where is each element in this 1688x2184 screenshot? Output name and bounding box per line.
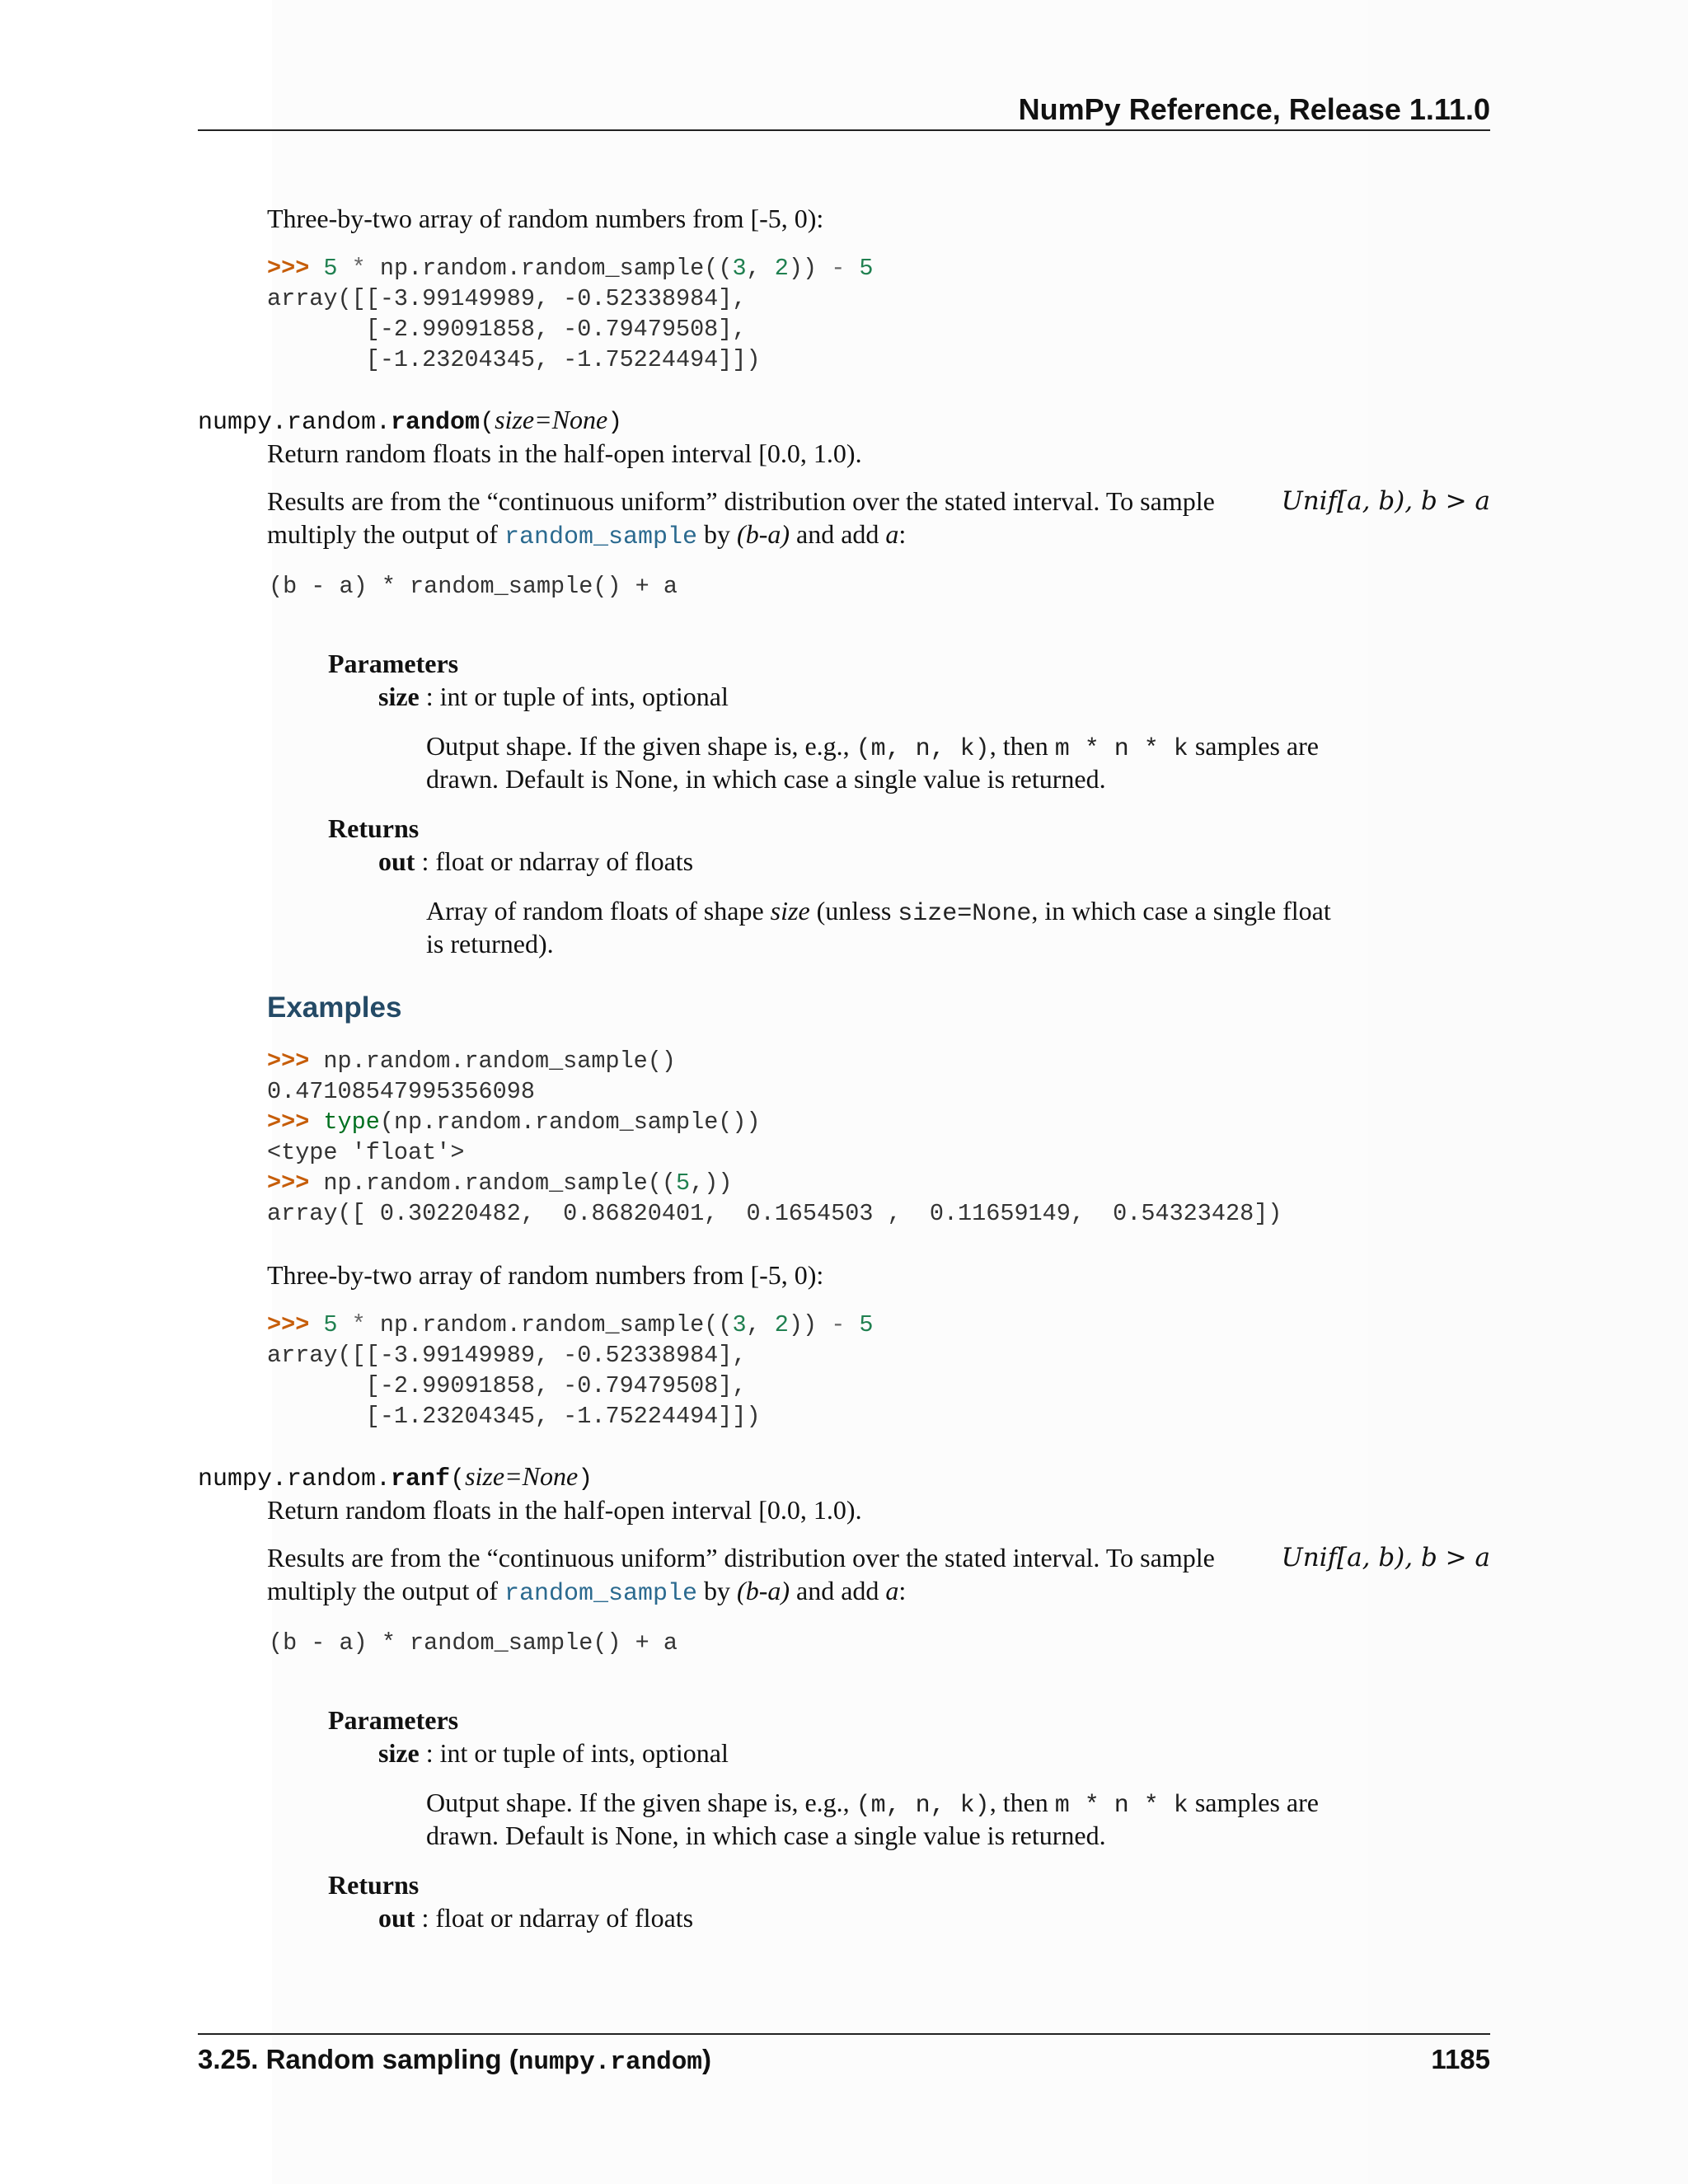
- random-parameters-heading: Parameters: [328, 649, 459, 678]
- ranf-formula: (b - a) * random_sample() + a: [269, 1629, 678, 1657]
- ranf-math-uniform: Unif[a, b), b > a: [1281, 1543, 1490, 1572]
- random-param-desc-line1: Output shape. If the given shape is, e.g., (m, n, k), then m * n * k samples are: [426, 731, 1319, 763]
- ranf-returns-heading: Returns: [328, 1870, 420, 1900]
- page-number: 1185: [1431, 2044, 1490, 2074]
- examples-text: Three-by-two array of random numbers from [-5, 0):: [267, 1260, 824, 1290]
- random-formula: (b - a) * random_sample() + a: [269, 573, 678, 600]
- running-header: NumPy Reference, Release 1.11.0: [1018, 92, 1490, 126]
- examples-heading: Examples: [267, 991, 402, 1024]
- ranf-summary: Return random floats in the half-open interval [0.0, 1.0).: [267, 1495, 862, 1525]
- random-description-line2: multiply the output of random_sample by (b-a) and add a:: [267, 519, 907, 551]
- footer-section-title: 3.25. Random sampling (numpy.random): [198, 2044, 711, 2077]
- header-rule: [198, 129, 1490, 131]
- random-return-desc-line2: is returned).: [426, 929, 554, 958]
- ranf-return-out: out : float or ndarray of floats: [378, 1903, 694, 1933]
- random-sample-link[interactable]: random_sample: [504, 523, 698, 551]
- footer-rule: [198, 2033, 1490, 2035]
- examples-code-block-2: >>> 5 * np.random.random_sample((3, 2)) - 5 array([[-3.99149989, -0.52338984], [-2.99091858, -0.79479508], [-1.23204345, -1.75224494]]): [267, 1311, 874, 1430]
- random-param-size: size : int or tuple of ints, optional: [378, 682, 729, 711]
- random-return-desc-line1: Array of random floats of shape size (unless size=None, in which case a single float: [426, 896, 1331, 928]
- ranf-param-desc-line1: Output shape. If the given shape is, e.g., (m, n, k), then m * n * k samples are: [426, 1788, 1319, 1820]
- ranf-description-line1: Results are from the “continuous uniform” distribution over the stated interval. To sample: [267, 1543, 1215, 1572]
- intro-code-block: >>> 5 * np.random.random_sample((3, 2)) - 5 array([[-3.99149989, -0.52338984], [-2.99091858, -0.79479508], [-1.23204345, -1.75224494]]): [267, 255, 874, 373]
- examples-code-block: >>> np.random.random_sample() 0.47108547995356098 >>> type(np.random.random_sample()) <type 'float'> >>> np.random.random_sample((5,)) array([ 0.30220482, 0.86820401, 0.1654503 , 0.11659149, 0.54323428]): [267, 1047, 1282, 1227]
- function-signature-random: numpy.random.random(size=None): [198, 405, 623, 437]
- random-returns-heading: Returns: [328, 813, 420, 843]
- random-description-line1: Results are from the “continuous uniform” distribution over the stated interval. To sample: [267, 486, 1215, 516]
- random-return-out: out : float or ndarray of floats: [378, 846, 694, 876]
- function-signature-ranf: numpy.random.ranf(size=None): [198, 1461, 593, 1493]
- ranf-description-line2: multiply the output of random_sample by (b-a) and add a:: [267, 1576, 907, 1608]
- intro-text: Three-by-two array of random numbers from [-5, 0):: [267, 204, 824, 233]
- ranf-random-sample-link[interactable]: random_sample: [504, 1580, 698, 1608]
- random-math-uniform: Unif[a, b), b > a: [1281, 486, 1490, 516]
- random-param-desc-line2: drawn. Default is None, in which case a single value is returned.: [426, 764, 1106, 794]
- ranf-parameters-heading: Parameters: [328, 1705, 459, 1735]
- random-summary: Return random floats in the half-open interval [0.0, 1.0).: [267, 438, 862, 468]
- ranf-param-desc-line2: drawn. Default is None, in which case a single value is returned.: [426, 1821, 1106, 1850]
- ranf-param-size: size : int or tuple of ints, optional: [378, 1738, 729, 1768]
